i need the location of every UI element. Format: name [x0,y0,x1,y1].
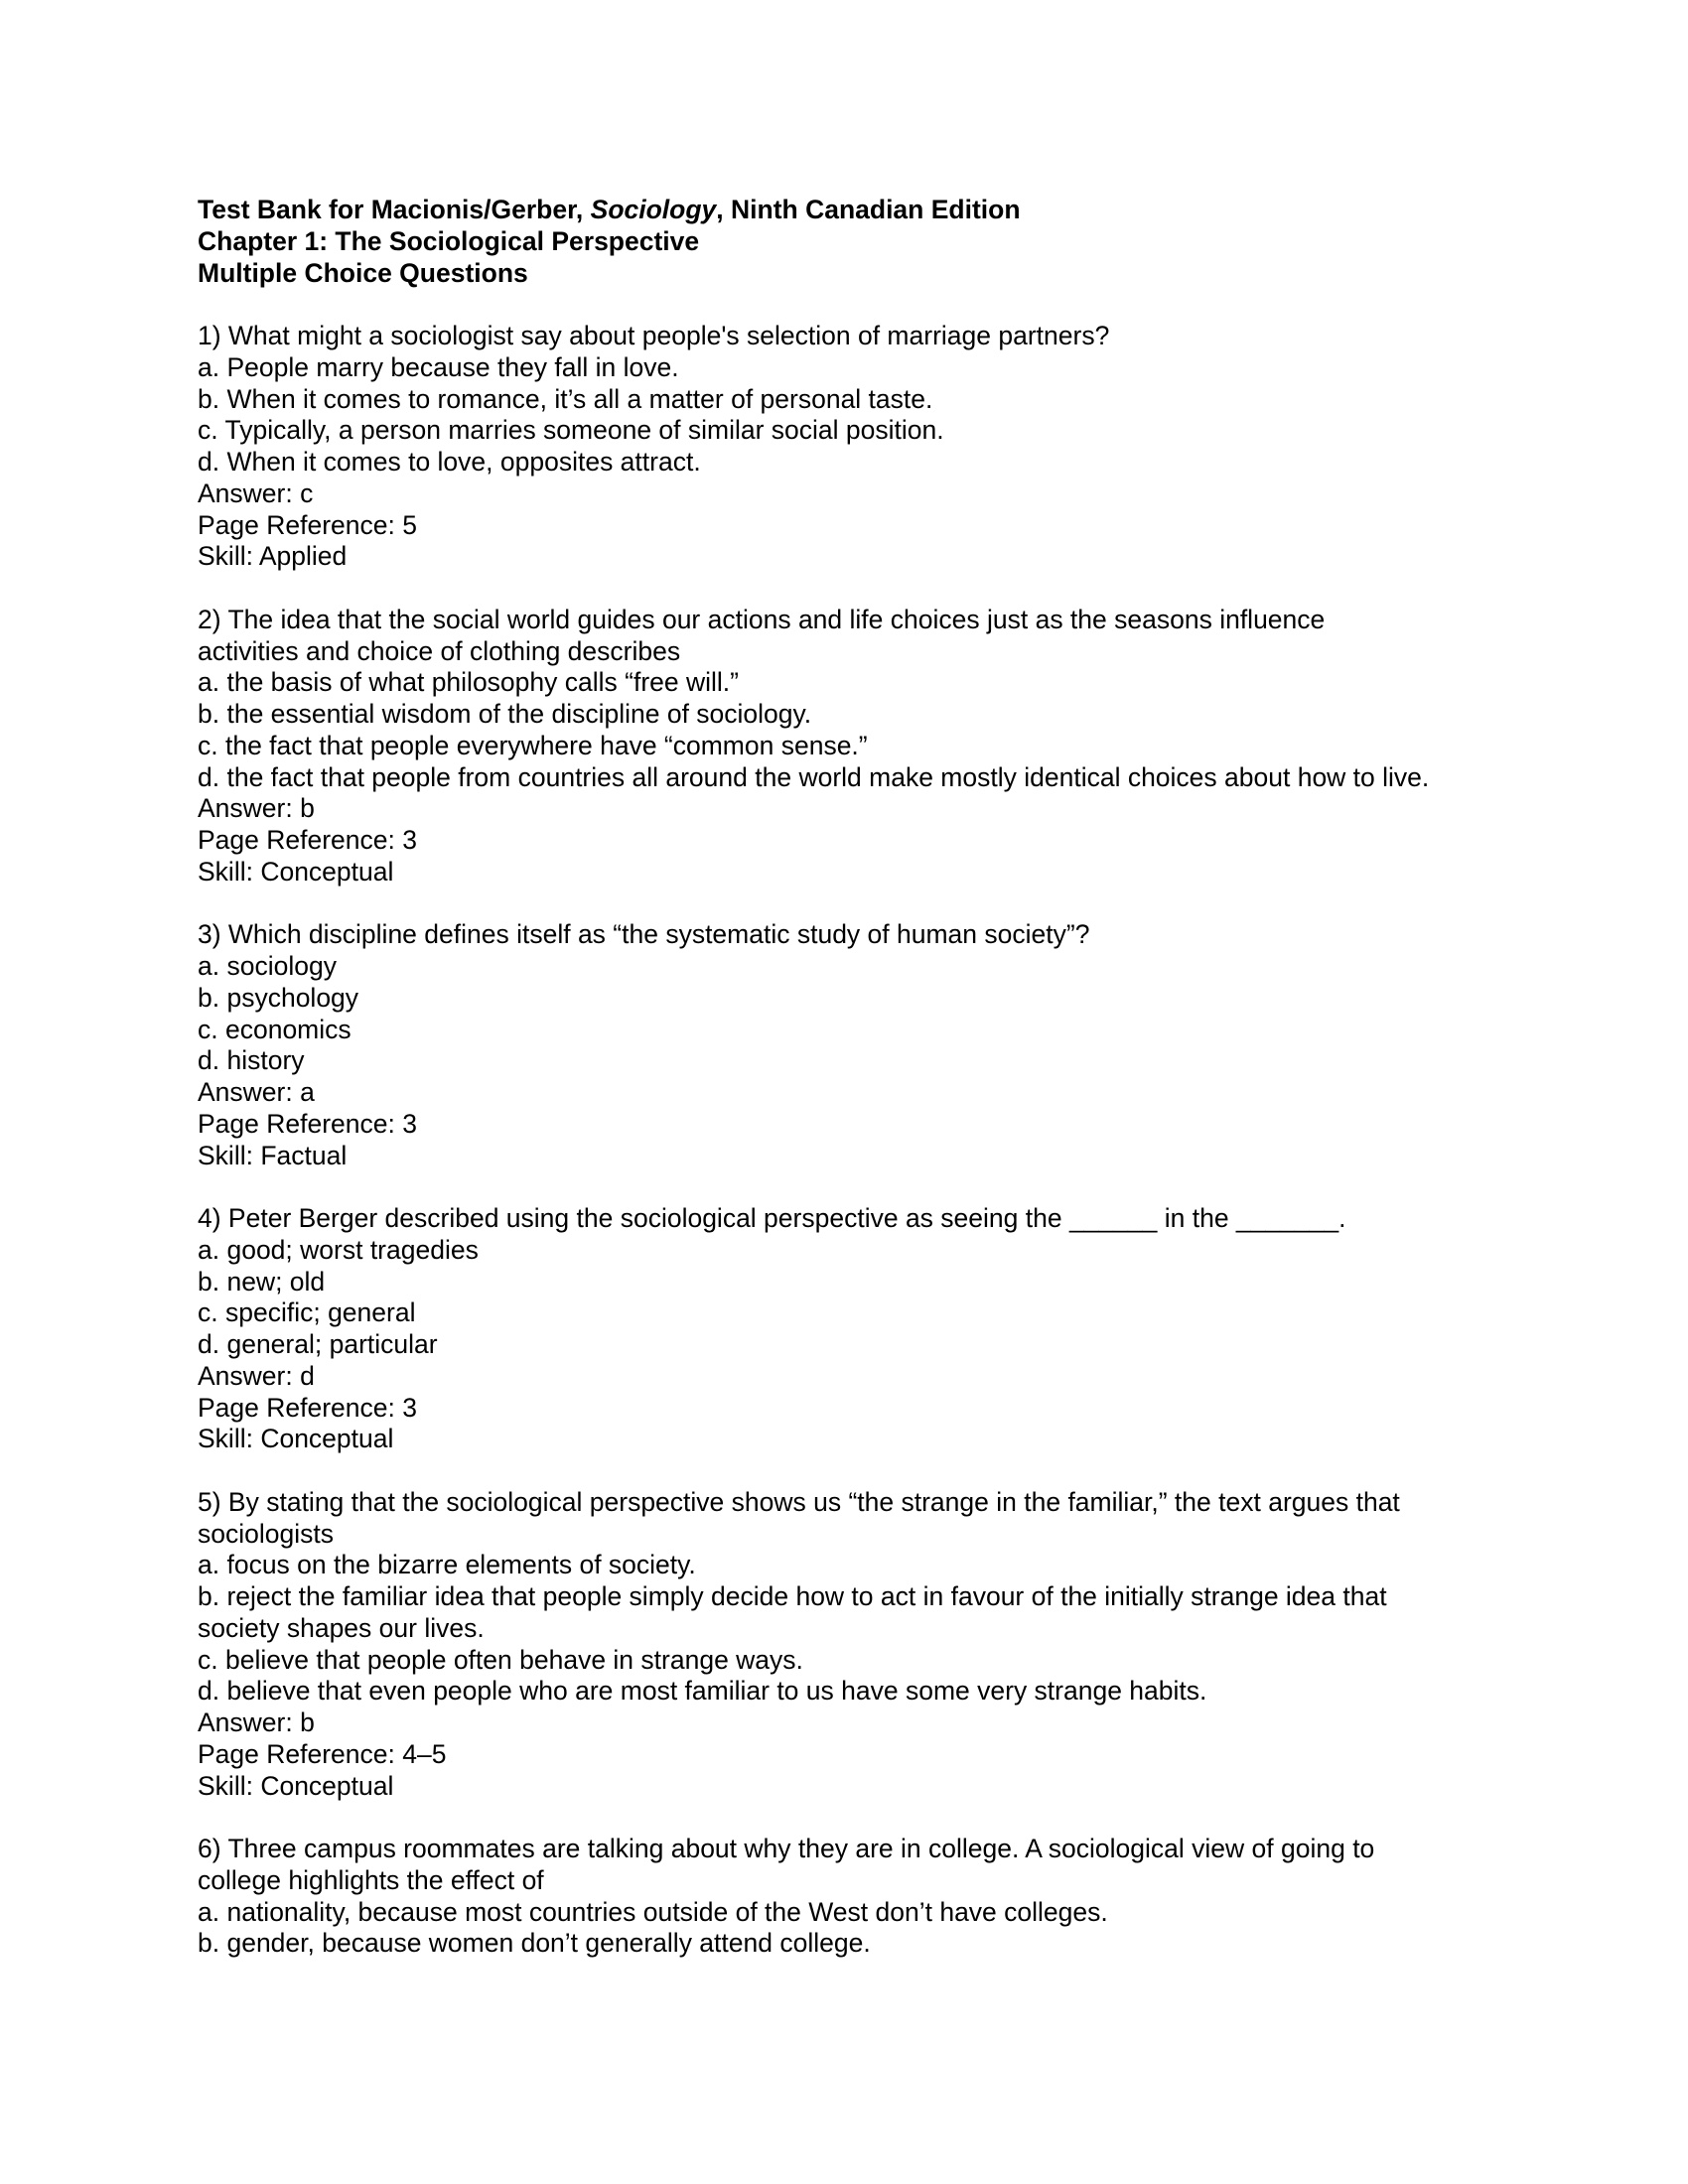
page-reference: Page Reference: 3 [198,1392,417,1423]
skill-level: Skill: Conceptual [198,1424,394,1454]
answer-option: b. the essential wisdom of the discipline of sociology. [198,699,812,729]
page-reference: Page Reference: 4–5 [198,1738,447,1769]
skill-level: Skill: Applied [198,541,348,572]
page-reference: Page Reference: 5 [198,509,417,540]
answer-option: c. specific; general [198,1297,416,1328]
answer-option: a. nationality, because most countries outside of the West don’t have colleges. [198,1896,1108,1927]
spacer [198,1802,1687,1834]
title-suffix: , Ninth Canadian Edition [716,195,1021,224]
answer-option: c. Typically, a person marries someone of similar social position. [198,415,944,446]
answer-option: d. history [198,1045,305,1076]
skill-level: Skill: Conceptual [198,856,394,887]
question-block [198,605,1687,888]
answer-option: c. the fact that people everywhere have “common sense.” [198,730,868,760]
answer-key: Answer: c [198,478,314,508]
spacer [198,289,1687,321]
answer-option: a. sociology [198,951,337,981]
answer-option: b. reject the familiar idea that people simply decide how to act in favour of the initially strange idea that [198,1581,1387,1611]
answer-option: b. new; old [198,1266,326,1297]
answer-key: Answer: a [198,1077,315,1107]
document-page [198,195,1687,1960]
answer-option: d. believe that even people who are most familiar to us have some very strange habits. [198,1676,1207,1706]
spacer [198,888,1687,920]
answer-option: b. When it comes to romance, it’s all a matter of personal taste. [198,383,933,414]
answer-key: Answer: b [198,793,315,824]
question-block [198,1834,1687,1960]
answer-option: b. gender, because women don’t generally attend college. [198,1928,871,1959]
section-heading: Multiple Choice Questions [198,257,528,288]
page-reference: Page Reference: 3 [198,825,417,855]
question-block [198,321,1687,573]
question-stem: activities and choice of clothing describes [198,635,681,666]
chapter-heading: Chapter 1: The Sociological Perspective [198,225,700,256]
spacer [198,1455,1687,1487]
answer-option: c. economics [198,1014,352,1044]
answer-option: b. psychology [198,982,359,1013]
answer-key: Answer: b [198,1707,315,1737]
answer-option: a. good; worst tragedies [198,1234,479,1265]
answer-option: c. believe that people often behave in strange ways. [198,1644,803,1675]
answer-option: a. People marry because they fall in love. [198,351,679,382]
spacer [198,1171,1687,1203]
question-block [198,919,1687,1171]
answer-option: d. When it comes to love, opposites attract. [198,447,701,477]
answer-option: a. focus on the bizarre elements of society. [198,1550,696,1580]
answer-option: a. the basis of what philosophy calls “free will.” [198,667,739,698]
question-stem: 6) Three campus roommates are talking about why they are in college. A sociological view of going to [198,1834,1375,1863]
answer-option: society shapes our lives. [198,1612,485,1643]
question-stem: sociologists [198,1518,334,1549]
answer-option: d. the fact that people from countries all around the world make mostly identical choices about how to live. [198,761,1430,792]
question-block [198,1203,1687,1455]
question-stem: 3) Which discipline defines itself as “the systematic study of human society”? [198,919,1090,950]
answer-key: Answer: d [198,1360,315,1391]
question-stem: 2) The idea that the social world guides our actions and life choices just as the seasons influence [198,604,1326,634]
document-title [198,195,1687,226]
page-reference: Page Reference: 3 [198,1108,417,1139]
spacer [198,573,1687,605]
question-block [198,1487,1687,1803]
question-stem: 4) Peter Berger described using the sociological perspective as seeing the ______ in the _______. [198,1203,1346,1233]
skill-level: Skill: Factual [198,1140,348,1170]
answer-option: d. general; particular [198,1329,438,1359]
question-list [198,289,1687,1960]
skill-level: Skill: Conceptual [198,1770,394,1801]
question-stem: college highlights the effect of [198,1864,544,1895]
book-title: Sociology [590,195,717,224]
question-stem: 5) By stating that the sociological perspective shows us “the strange in the familiar,” the text argues that [198,1486,1400,1517]
title-prefix: Test Bank for Macionis/Gerber, [198,195,591,224]
question-stem: 1) What might a sociologist say about people's selection of marriage partners? [198,321,1110,350]
